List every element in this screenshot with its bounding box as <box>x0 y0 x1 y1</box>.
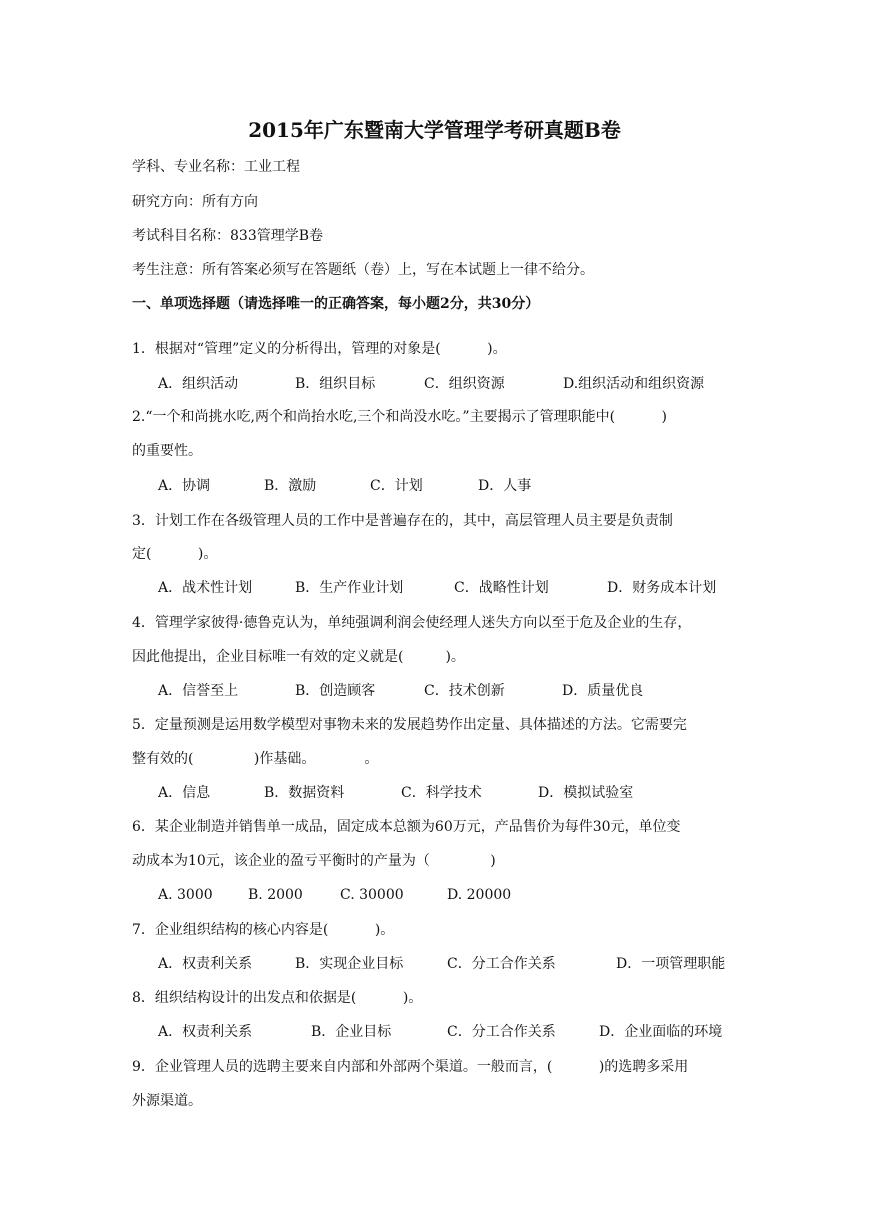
direction-line: 研究方向：所有方向 <box>132 194 258 210</box>
option-d: D．质量优良 <box>562 683 644 699</box>
subject-line: 学科、专业名称：工业工程 <box>132 159 300 175</box>
option-c: C．技术创新 <box>424 683 505 699</box>
option-d: D.组织活动和组织资源 <box>563 376 705 392</box>
option-d: D．一项管理职能 <box>616 956 726 972</box>
option-b: B．企业目标 <box>311 1024 392 1040</box>
question-5-cont: 整有效的( )作基础。 。 <box>132 751 379 767</box>
option-d: D．人事 <box>478 478 532 494</box>
exam-name-line: 考试科目名称：833管理学B卷 <box>132 228 324 244</box>
option-a: A．战术性计划 <box>158 580 253 596</box>
option-b: B．数据资料 <box>264 785 345 801</box>
option-a: A．协调 <box>158 478 211 494</box>
option-b: B．生产作业计划 <box>295 580 404 596</box>
option-c: C．科学技术 <box>401 785 482 801</box>
section-heading: 一、单项选择题（请选择唯一的正确答案，每小题2分，共30分） <box>132 296 540 312</box>
option-a: A．权责利关系 <box>158 956 253 972</box>
question-2-cont: 的重要性。 <box>132 443 202 459</box>
option-b: B. 2000 <box>248 887 303 903</box>
question-3: 3．计划工作在各级管理人员的工作中是普遍存在的，其中，高层管理人员主要是负责制 <box>132 513 673 529</box>
option-a: A．组织活动 <box>158 376 239 392</box>
option-b: B．创造顾客 <box>295 683 376 699</box>
option-a: A. 3000 <box>158 887 213 903</box>
option-d: D. 20000 <box>447 887 512 903</box>
option-a: A．权责利关系 <box>158 1024 253 1040</box>
option-a: A．信誉至上 <box>158 683 239 699</box>
notice-line: 考生注意：所有答案必须写在答题纸（卷）上，写在本试题上一律不给分。 <box>132 262 594 278</box>
question-1: 1．根据对“管理”定义的分析得出，管理的对象是( )。 <box>132 341 507 357</box>
option-c: C．战略性计划 <box>454 580 549 596</box>
question-8: 8．组织结构设计的出发点和依据是( )。 <box>132 990 423 1006</box>
question-4: 4．管理学家彼得·德鲁克认为，单纯强调利润会使经理人迷失方向以至于危及企业的生存， <box>132 615 692 631</box>
option-c: C．分工合作关系 <box>447 1024 556 1040</box>
question-2: 2.“一个和尚挑水吃,两个和尚抬水吃,三个和尚没水吃。”主要揭示了管理职能中( ) <box>132 409 667 425</box>
question-9-cont: 外源渠道。 <box>132 1093 202 1109</box>
option-b: B．组织目标 <box>295 376 376 392</box>
option-b: B．激励 <box>264 478 317 494</box>
question-9: 9．企业管理人员的选聘主要来自内部和外部两个渠道。一般而言，( )的选聘多采用 <box>132 1059 689 1075</box>
option-c: C. 30000 <box>340 887 404 903</box>
question-6: 6．某企业制造并销售单一成品，固定成本总额为60万元，产品售价为每件30元，单位变 <box>132 819 681 835</box>
question-5: 5．定量预测是运用数学模型对事物未来的发展趋势作出定量、具体描述的方法。它需要完 <box>132 717 687 733</box>
question-7: 7．企业组织结构的核心内容是( )。 <box>132 922 395 938</box>
question-6-cont: 动成本为10元，该企业的盈亏平衡时的产量为（ ) <box>132 853 496 869</box>
question-3-cont: 定( )。 <box>132 546 218 562</box>
option-c: C．计划 <box>370 478 423 494</box>
question-4-cont: 因此他提出，企业目标唯一有效的定义就是( )。 <box>132 649 465 665</box>
option-b: B．实现企业目标 <box>295 956 404 972</box>
option-c: C．组织资源 <box>424 376 505 392</box>
page-title: 2015年广东暨南大学管理学考研真题B卷 <box>248 118 621 142</box>
option-c: C．分工合作关系 <box>447 956 556 972</box>
option-a: A．信息 <box>158 785 211 801</box>
option-d: D．企业面临的环境 <box>599 1024 723 1040</box>
option-d: D．模拟试验室 <box>538 785 634 801</box>
option-d: D．财务成本计划 <box>607 580 717 596</box>
